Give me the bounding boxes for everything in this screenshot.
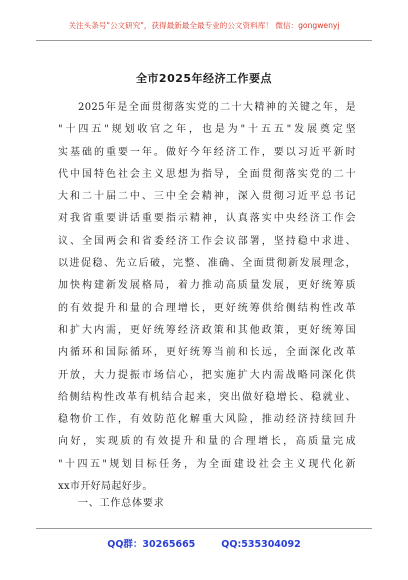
paragraph-line: 向好，实现质的有效提升和量的合理增长，高质量完成: [58, 436, 356, 448]
footer-qq-group: QQ群：30265665: [107, 539, 196, 550]
paragraph-line: 2025年是全面贯彻落实党的二十大精神的关键之年，是: [78, 102, 356, 113]
paragraph-line: 大和二十届二中、三中全会精神，深入贯彻习近平总书记: [58, 191, 356, 203]
footer-contact: [0, 536, 408, 550]
paragraph-line: 实基础的重要一年。做好今年经济工作，要以习近平新时: [58, 146, 356, 158]
paragraph-line: 以进促稳、先立后破，完整、准确、全面贯彻新发展理念，: [58, 258, 356, 270]
footer-divider: [36, 528, 372, 529]
paragraph-line: 加快构建新发展格局，着力推动高质量发展，更好统筹质: [58, 280, 356, 292]
document-title: 全市2025年经济工作要点: [135, 72, 273, 85]
paragraph-line: 的有效提升和量的合理增长，更好统筹供给侧结构性改革: [58, 302, 356, 314]
paragraph-line: 对我省重要讲话重要指示精神，认真落实中央经济工作会: [58, 213, 356, 225]
paragraph-line: "十四五"规划目标任务，为全面建设社会主义现代化新: [58, 458, 356, 470]
paragraph-line: 开放，大力提振市场信心，把实施扩大内需战略同深化供: [58, 369, 356, 381]
paragraph-line: 议、全国两会和省委经济工作会议部署，坚持稳中求进、: [58, 235, 356, 247]
section-heading: 一、工作总体要求: [78, 498, 165, 509]
footer-qq-number: QQ:535304092: [221, 539, 301, 550]
paragraph-line: xx市开好局起好步。: [58, 481, 153, 493]
body-paragraph: [58, 97, 356, 498]
paragraph-line: 给侧结构性改革有机结合起来，突出做好稳增长、稳就业、: [58, 391, 356, 403]
header-promo-text: 关注头条号"公文研究"，获得最新最全最专业的公文资料库！ 微信：gongwenyj: [68, 21, 340, 30]
paragraph-line: 和扩大内需，更好统筹经济政策和其他政策，更好统筹国: [58, 324, 356, 336]
paragraph-line: "十四五"规划收官之年，也是为"十五五"发展奠定坚: [58, 124, 356, 136]
paragraph-line: 稳物价工作，有效防范化解重大风险，推动经济持续回升: [58, 414, 356, 426]
paragraph-line: 代中国特色社会主义思想为指导，全面贯彻落实党的二十: [58, 168, 356, 180]
header-divider: [36, 40, 372, 41]
paragraph-line: 内循环和国际循环，更好统筹当前和长远，全面深化改革: [58, 347, 356, 359]
